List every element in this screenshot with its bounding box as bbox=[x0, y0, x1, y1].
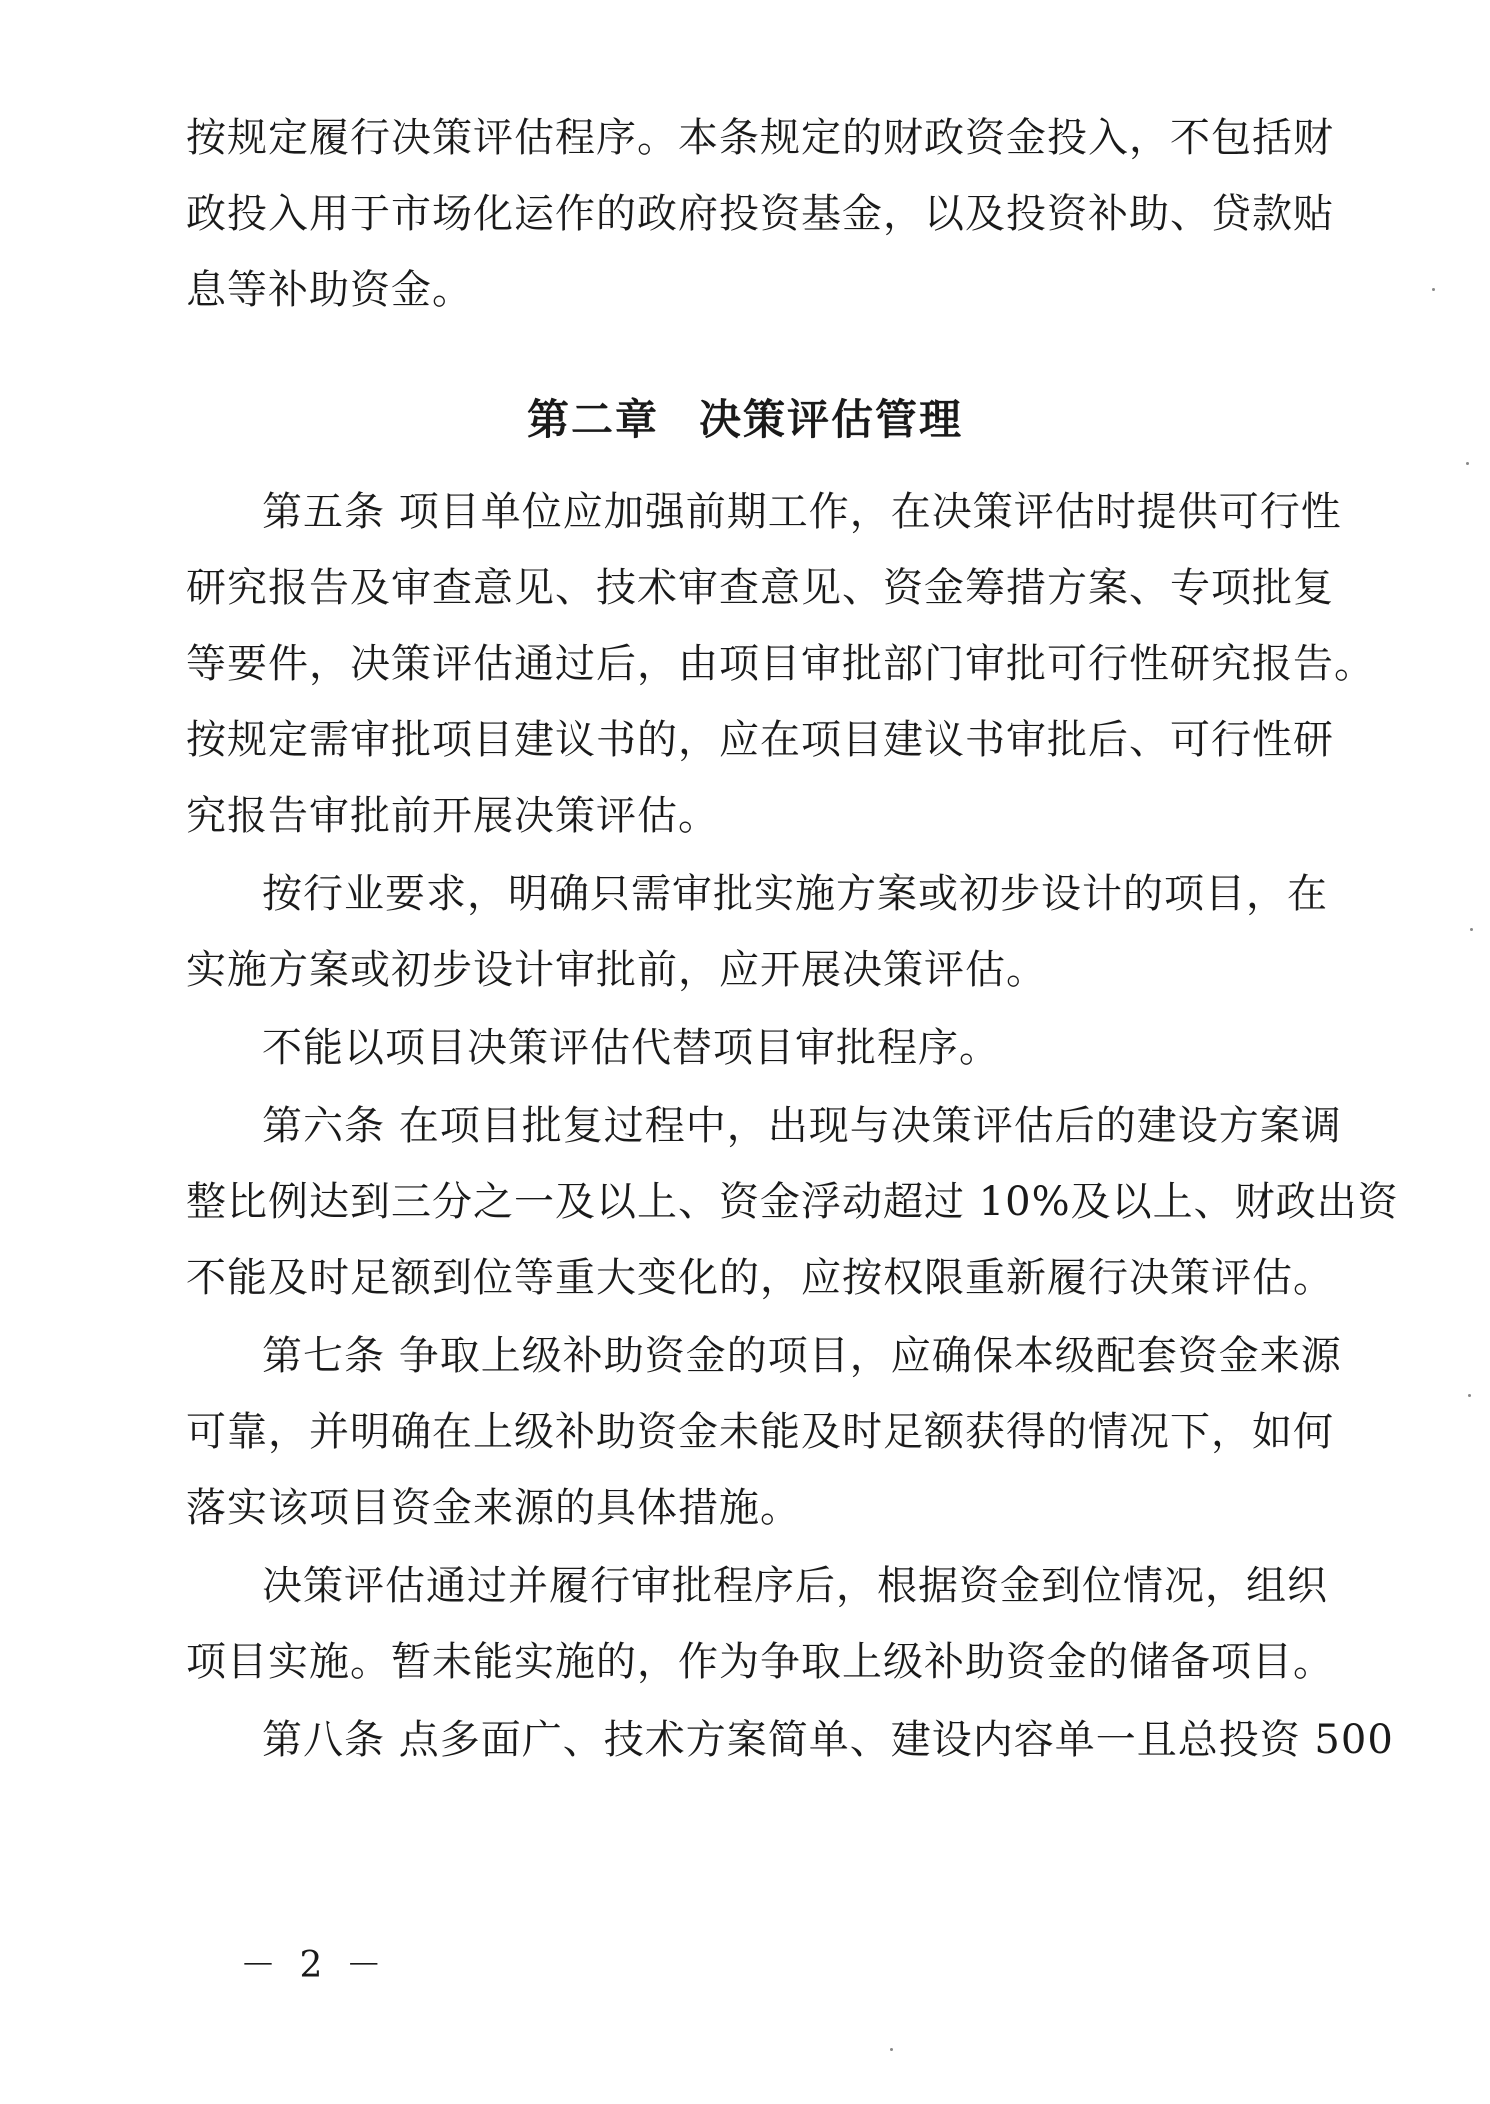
page-number: － 2 － bbox=[240, 1945, 388, 1986]
intro-line-1: 按规定履行决策评估程序。本条规定的财政资金投入，不包括财 bbox=[186, 115, 1334, 161]
article5-line-4: 按规定需审批项目建议书的，应在项目建议书审批后、可行性研 bbox=[186, 717, 1334, 763]
article5-para2-line-1: 按行业要求，明确只需审批实施方案或初步设计的项目，在 bbox=[262, 871, 1328, 917]
chapter-heading bbox=[0, 392, 1490, 448]
intro-line-2: 政投入用于市场化运作的政府投资基金，以及投资补助、贷款贴 bbox=[186, 191, 1334, 237]
chapter-number: 第二章 bbox=[526, 395, 659, 444]
scan-speck bbox=[1466, 462, 1469, 465]
article7-para2-line-2: 项目实施。暂未能实施的，作为争取上级补助资金的储备项目。 bbox=[186, 1639, 1334, 1685]
article8-line-1: 第八条 点多面广、技术方案简单、建设内容单一且总投资 500 bbox=[262, 1717, 1394, 1763]
article5-para2-line-2: 实施方案或初步设计审批前，应开展决策评估。 bbox=[186, 947, 1047, 993]
article6-line-3: 不能及时足额到位等重大变化的，应按权限重新履行决策评估。 bbox=[186, 1255, 1334, 1301]
intro-line-3: 息等补助资金。 bbox=[186, 267, 473, 313]
scan-speck bbox=[1432, 288, 1435, 291]
article5-line-2: 研究报告及审查意见、技术审查意见、资金筹措方案、专项批复 bbox=[186, 565, 1334, 611]
article5-line-1: 第五条 项目单位应加强前期工作，在决策评估时提供可行性 bbox=[262, 489, 1342, 535]
article6-line-2: 整比例达到三分之一及以上、资金浮动超过 10%及以上、财政出资 bbox=[186, 1179, 1399, 1225]
chapter-title: 决策评估管理 bbox=[699, 395, 964, 444]
article5-para3-line-1: 不能以项目决策评估代替项目审批程序。 bbox=[262, 1025, 1000, 1071]
scan-speck bbox=[1470, 928, 1473, 931]
article7-line-2: 可靠，并明确在上级补助资金未能及时足额获得的情况下，如何 bbox=[186, 1409, 1334, 1455]
article7-line-1: 第七条 争取上级补助资金的项目，应确保本级配套资金来源 bbox=[262, 1333, 1342, 1379]
scan-speck bbox=[890, 2048, 893, 2051]
scan-speck bbox=[1468, 1394, 1471, 1397]
article6-line-1: 第六条 在项目批复过程中，出现与决策评估后的建设方案调 bbox=[262, 1103, 1342, 1149]
article5-line-3: 等要件，决策评估通过后，由项目审批部门审批可行性研究报告。 bbox=[186, 641, 1375, 687]
article7-line-3: 落实该项目资金来源的具体措施。 bbox=[186, 1485, 801, 1531]
article7-para2-line-1: 决策评估通过并履行审批程序后，根据资金到位情况，组织 bbox=[262, 1563, 1328, 1609]
article5-line-5: 究报告审批前开展决策评估。 bbox=[186, 793, 719, 839]
